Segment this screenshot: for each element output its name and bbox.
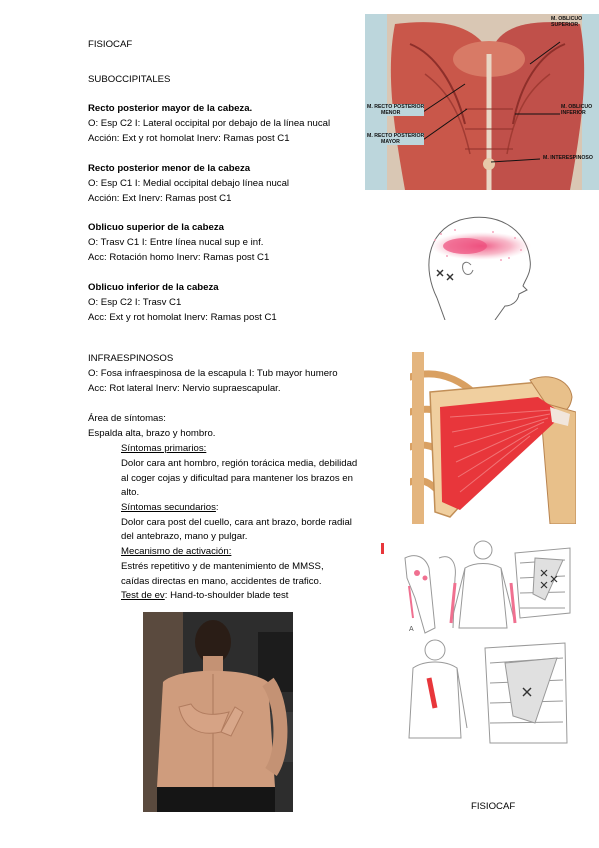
label-recto-menor: MENOR (381, 110, 401, 116)
mecanismo-activacion-text: caídas directas en mano, accidentes de trafico. (121, 576, 322, 587)
sintomas-primarios-label: Síntomas primarios: (121, 443, 207, 454)
muscle-title: Recto posterior menor de la cabeza (88, 163, 251, 174)
test-evaluacion-value: : Hand-to-shoulder blade test (164, 590, 289, 601)
footer-brand: FISIOCAF (471, 801, 516, 812)
label-colon: : (215, 502, 219, 513)
label-interespinoso: M. INTERESPINOSO (543, 155, 593, 161)
hand-to-shoulder-test-photo (143, 612, 293, 812)
area-sintomas-text: Espalda alta, brazo y hombro. (88, 428, 216, 439)
infraespinoso-origin-insertion: O: Fosa infraespinosa de la escapula I: Tub mayor humero (88, 368, 338, 379)
label-oblicuo-inferior: M. OBLICUO (561, 104, 593, 110)
area-sintomas-label: Área de síntomas: (88, 413, 166, 424)
sintomas-primarios-text: al coger cojas y dificultad para mantener los brazos en (121, 473, 353, 484)
muscle-action: Acc: Rotación homo Inerv: Ramas post C1 (88, 252, 270, 263)
sintomas-primarios-text: Dolor cara ant hombro, región torácica media, debilidad (121, 458, 358, 469)
test-evaluacion-label: Test de ev (121, 590, 165, 601)
label-oblicuo-superior: SUPERIOR (551, 22, 579, 28)
muscle-action: Acción: Ext Inerv: Ramas post C1 (88, 193, 232, 204)
sintomas-secundarios-label: Síntomas secundarios (121, 502, 216, 513)
muscle-origin-insertion: O: Esp C1 I: Medial occipital debajo línea nucal (88, 178, 290, 189)
sintomas-secundarios-heading (121, 501, 219, 514)
muscle-origin-insertion: O: Esp C2 I: Lateral occipital por debajo de la línea nucal (88, 118, 331, 129)
label-oblicuo-inferior: INFERIOR (561, 110, 586, 116)
label-oblicuo-superior: M. OBLICUO (551, 16, 583, 22)
mecanismo-activacion-text: Estrés repetitivo y de mantenimiento de MMSS, (121, 561, 324, 572)
section-heading-infraespinosos: INFRAESPINOSOS (88, 353, 174, 364)
muscle-title: Recto posterior mayor de la cabeza. (88, 103, 253, 114)
sintomas-secundarios-text: del antebrazo, mano y pulgar. (121, 531, 248, 542)
referral-pattern-figure (395, 538, 575, 750)
muscle-origin-insertion: O: Esp C2 I: Trasv C1 (88, 297, 182, 308)
sintomas-secundarios-text: Dolor cara post del cuello, cara ant brazo, borde radial (121, 517, 352, 528)
header-brand: FISIOCAF (88, 39, 133, 50)
section-heading-suboccipitales: SUBOCCIPITALES (88, 74, 171, 85)
test-evaluacion (121, 589, 288, 602)
label-recto-mayor: MAYOR (381, 139, 400, 145)
figure-letter: A (409, 626, 414, 633)
infraspinatus-muscle-figure (410, 352, 576, 524)
sintomas-primarios-text: alto. (121, 487, 140, 498)
muscle-title: Oblicuo inferior de la cabeza (88, 282, 219, 293)
head-pain-pattern-figure (415, 210, 540, 320)
muscle-action: Acc: Ext y rot homolat Inerv: Ramas post C1 (88, 312, 277, 323)
label-recto-mayor: M. RECTO POSTERIOR (367, 133, 425, 139)
infraespinoso-action: Acc: Rot lateral Inerv: Nervio supraescapular. (88, 383, 281, 394)
muscle-origin-insertion: O: Trasv C1 I: Entre línea nucal sup e inf. (88, 237, 264, 248)
label-recto-menor: M. RECTO POSTERIOR (367, 104, 425, 110)
muscle-title: Oblicuo superior de la cabeza (88, 222, 224, 233)
marker-bar (381, 543, 384, 554)
muscle-action: Acción: Ext y rot homolat Inerv: Ramas post C1 (88, 133, 290, 144)
suboccipital-anatomy-figure (365, 14, 599, 190)
mecanismo-activacion-label: Mecanismo de activación: (121, 546, 232, 557)
